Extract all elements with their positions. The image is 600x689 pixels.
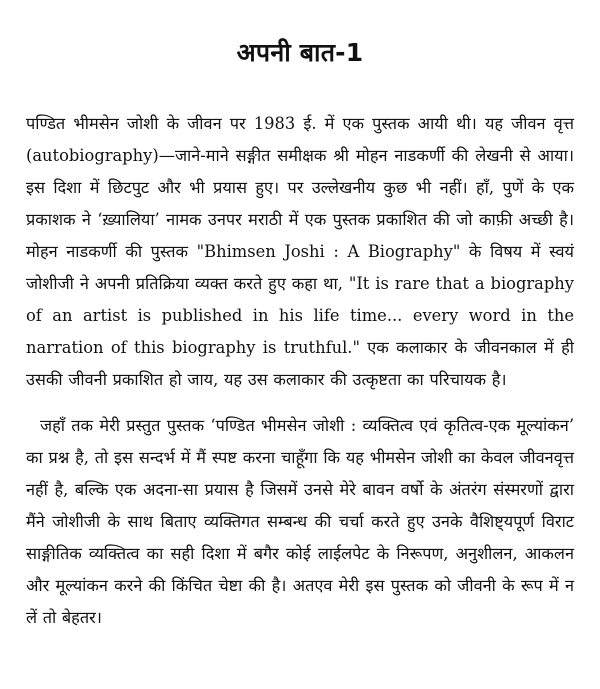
page-title: अपनी बात-1	[236, 38, 364, 67]
paragraph-1: पण्डित भीमसेन जोशी के जीवन पर 1983 ई. में एक पुस्तक आयी थी। यह जीवन वृत्त (autobiography)—जाने-माने सङ्गीत समीक्षक श्री मोहन नाडकर्णी की लेखनी से आया। इस दिशा में छिटपुट और भी प्रयास हुए। पर उल्लेखनीय कुछ भी नहीं। हाँ, पुणें के एक प्रकाशक ने ‘ख़्यालिया’ नामक उनपर मराठी में एक पुस्तक प्रकाशित की जो काफ़ी अच्छी है। मोहन नाडकर्णी की पुस्तक "Bhimsen Joshi : A Biography" के विषय में स्वयं जोशीजी ने अपनी प्रतिक्रिया व्यक्त करते हुए कहा था, "It is rare that a biography of an artist is published in his life time... every word in the narration of this biography is truthful." एक कलाकार के जीवनकाल में ही उसकी जीवनी प्रकाशित हो जाय, यह उस कलाकार की उत्कृष्टता का परिचायक है।	[26, 114, 574, 389]
paragraph-2: जहाँ तक मेरी प्रस्तुत पुस्तक ‘पण्डित भीमसेन जोशी : व्यक्तित्व एवं कृतित्व-एक मूल्यांकन’ का प्रश्न है, तो इस सन्दर्भ में मैं स्पष्ट करना चाहूँगा कि यह भीमसेन जोशी का केवल जीवनवृत्त नहीं है, बल्कि एक अदना-सा प्रयास है जिसमें उनसे मेरे बावन वर्षो के अंतरंग संस्मरणों द्वारा मैंने जोशीजी के साथ बिताए व्यक्तिगत सम्बन्ध की चर्चा करते हुए उनके वैशिष्ट्यपूर्ण विराट साङ्गीतिक व्यक्तित्व का सही दिशा में बगैर कोई लाईलपेट के निरूपण, अनुशीलन, आकलन और मूल्यांकन करने की किंचित चेष्टा की है। अतएव मेरी इस पुस्तक को जीवनी के रूप में न लें तो बेहतर।	[26, 416, 574, 627]
